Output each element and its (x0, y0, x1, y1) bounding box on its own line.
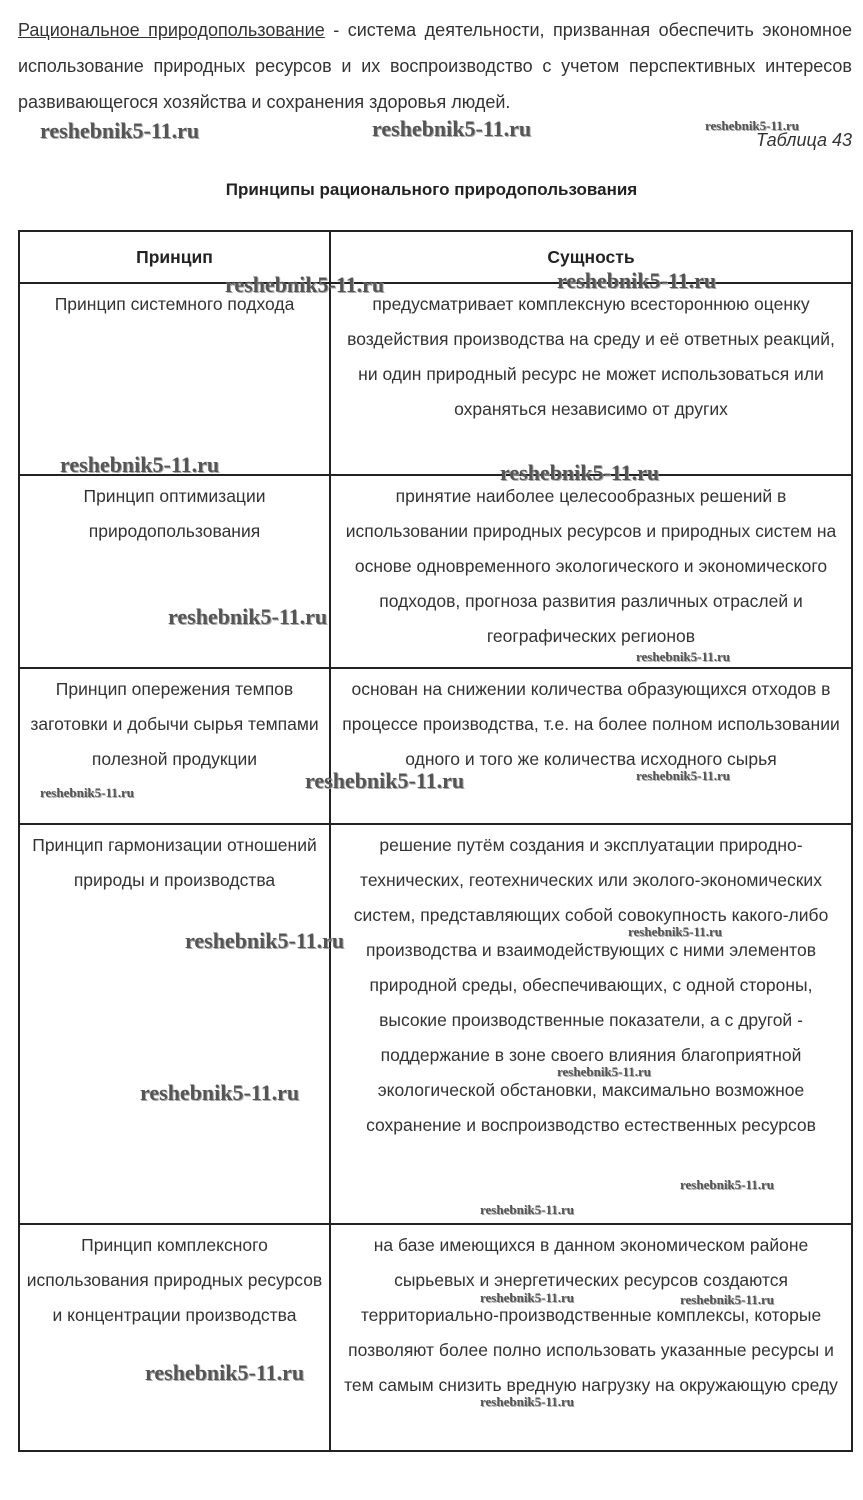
watermark: reshebnik5-11.ru (636, 649, 731, 664)
watermark: reshebnik5-11.ru (480, 1394, 575, 1409)
table-row (19, 668, 852, 824)
watermark: reshebnik5-11.ru (225, 272, 385, 297)
watermark: reshebnik5-11.ru (305, 768, 465, 793)
watermark: reshebnik5-11.ru (680, 1292, 775, 1307)
header-principle: Принцип (19, 231, 330, 283)
principles-table (18, 230, 853, 1452)
watermark: reshebnik5-11.ru (168, 604, 328, 629)
essence-cell: принятие наиболее целесообразных решений в использовании природных ресурсов и природных систем на основе одновременного экологического и экономического подходов, прогноза развития различных отраслей и географических регионов (330, 475, 852, 668)
intro-paragraph (18, 12, 852, 120)
principle-cell: Принцип оптимизации природопользования (19, 475, 330, 668)
watermark: reshebnik5-11.ru (500, 460, 660, 485)
watermark: reshebnik5-11.ru (145, 1360, 305, 1385)
essence-cell: основан на снижении количества образующихся отходов в процессе производства, т.е. на более полном использовании одного и того же количества исходного сырья (330, 668, 852, 824)
essence-cell: предусматривает комплексную всестороннюю оценку воздействия производства на среду и её ответных реакций, ни один природный ресурс не может использоваться или охраняться независимо от других (330, 283, 852, 475)
table-header-row (19, 231, 852, 283)
table-row (19, 824, 852, 1224)
table-number: Таблица 43 (755, 130, 852, 150)
watermark: reshebnik5-11.ru (557, 268, 717, 293)
intro-term: Рациональное природопользование (18, 20, 325, 40)
watermark: reshebnik5-11.ru (557, 1064, 652, 1079)
principle-cell: Принцип комплексного использования природных ресурсов и концентрации производства (19, 1224, 330, 1451)
header-essence: Сущность (330, 231, 852, 283)
watermark: reshebnik5-11.ru (372, 116, 532, 141)
principle-cell: Принцип опережения темпов заготовки и добычи сырья темпами полезной продукции (19, 668, 330, 824)
watermark: reshebnik5-11.ru (185, 928, 345, 953)
watermark: reshebnik5-11.ru (60, 452, 220, 477)
watermark: reshebnik5-11.ru (705, 118, 800, 133)
watermark: reshebnik5-11.ru (140, 1080, 300, 1105)
watermark: reshebnik5-11.ru (680, 1177, 775, 1192)
principle-cell: Принцип гармонизации отношений природы и производства (19, 824, 330, 1224)
principle-cell: Принцип системного подхода (19, 283, 330, 475)
watermark: reshebnik5-11.ru (636, 768, 731, 783)
watermark: reshebnik5-11.ru (480, 1202, 575, 1217)
watermark: reshebnik5-11.ru (628, 924, 723, 939)
watermark: reshebnik5-11.ru (480, 1290, 575, 1305)
table-title: Принципы рационального природопользования (225, 180, 638, 199)
table-row (19, 475, 852, 668)
essence-cell: решение путём создания и эксплуатации природно-технических, геотехнических или эколого-экономических систем, представляющих собой совокупность какого-либо производства и взаимодействующих с ними элементов природной среды, обеспечивающих, с одной стороны, высокие производственные показатели, а с другой - поддержание в зоне своего влияния благоприятной экологической обстановки, максимально возможное сохранение и воспроизводство естественных ресурсов (330, 824, 852, 1224)
watermark: reshebnik5-11.ru (40, 118, 200, 143)
essence-cell: на базе имеющихся в данном экономическом районе сырьевых и энергетических ресурсов создаются территориально-производственные комплексы, которые позволяют более полно использовать указанные ресурсы и тем самым снизить вредную нагрузку на окружающую среду (330, 1224, 852, 1451)
table-row (19, 283, 852, 475)
watermark: reshebnik5-11.ru (40, 785, 135, 800)
intro-definition: - система деятельности, призванная обеспечить экономное использование природных ресурсов и их воспроизводство с учетом перспективных интересов развивающегося хозяйства и сохранения здоровья людей. (18, 20, 852, 112)
table-row (19, 1224, 852, 1451)
